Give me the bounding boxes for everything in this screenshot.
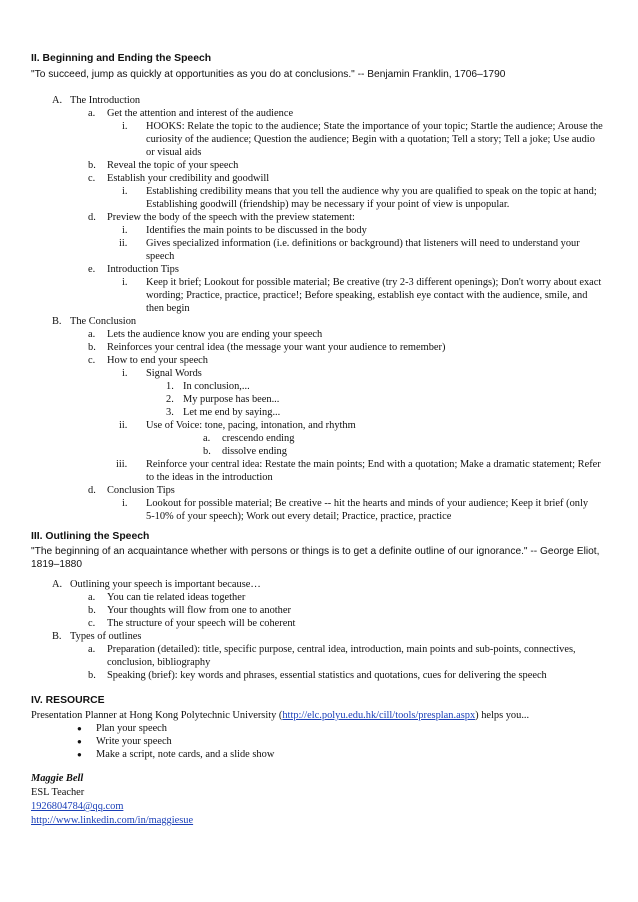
section-quote: "To succeed, jump as quickly at opportunities as you do at conclusions." -- Benjamin Franklin, 1706–1790	[31, 69, 506, 80]
list-item-line: conclusion, bibliography	[107, 657, 211, 668]
list-marker: B.	[52, 316, 62, 327]
section-heading: III. Outlining the Speech	[31, 531, 150, 542]
list-item: In conclusion,...	[183, 381, 250, 392]
list-marker: A.	[52, 95, 63, 106]
list-marker: i.	[122, 368, 128, 379]
list-item-line: speech	[146, 251, 175, 262]
list-marker: d.	[88, 485, 96, 496]
list-item: The structure of your speech will be coherent	[107, 618, 296, 629]
resource-intro-text: Presentation Planner at Hong Kong Polytechnic University (	[31, 710, 283, 721]
list-marker: b.	[203, 446, 211, 457]
list-marker: a.	[88, 592, 96, 603]
bullet-item: Plan your speech	[96, 723, 167, 734]
list-marker: i.	[122, 121, 128, 132]
list-item-line: Preparation (detailed): title, specific purpose, central idea, introduction, main points and sub-points, connectives,	[107, 644, 576, 655]
list-item-line: Reinforce your central idea: Restate the main points; End with a quotation; Make a dramatic statement; Refer	[146, 459, 601, 470]
author-linkedin-link[interactable]: http://www.linkedin.com/in/maggiesue	[31, 815, 194, 826]
list-marker: 1.	[166, 381, 174, 392]
bullet-icon: ●	[77, 737, 82, 746]
list-item: Speaking (brief): key words and phrases, essential statistics and quotations, cues for delivering the speech	[107, 670, 547, 681]
list-item: Signal Words	[146, 368, 202, 379]
list-marker: b.	[88, 605, 96, 616]
bullet-icon: ●	[77, 724, 82, 733]
list-item: Use of Voice: tone, pacing, intonation, and rhythm	[146, 420, 356, 431]
author-title: ESL Teacher	[31, 787, 85, 798]
list-item: The Conclusion	[70, 316, 137, 327]
list-marker: a.	[203, 433, 211, 444]
list-marker: a.	[88, 644, 96, 655]
list-marker: i.	[122, 277, 128, 288]
list-item: Reveal the topic of your speech	[107, 160, 239, 171]
list-item-line: Keep it brief; Lookout for possible material; Be creative (try 2-3 different openings); Don't worry about exact	[146, 277, 602, 288]
list-marker: c.	[88, 618, 96, 629]
list-marker: iii.	[116, 459, 128, 470]
resource-intro-text: ) helps you...	[475, 710, 530, 721]
list-marker: b.	[88, 342, 96, 353]
list-marker: d.	[88, 212, 96, 223]
resource-intro	[31, 709, 529, 723]
list-item: My purpose has been...	[183, 394, 280, 405]
list-marker: ii.	[119, 238, 128, 249]
list-item-line: or visual aids	[146, 147, 202, 158]
list-marker: ii.	[119, 420, 128, 431]
list-marker: A.	[52, 579, 63, 590]
list-item: Your thoughts will flow from one to another	[107, 605, 291, 616]
list-item: Introduction Tips	[107, 264, 179, 275]
list-item: Establish your credibility and goodwill	[107, 173, 270, 184]
author-email-link[interactable]: 1926804784@qq.com	[31, 801, 124, 812]
list-marker: b.	[88, 160, 96, 171]
list-item-line: then begin	[146, 303, 190, 314]
list-item: Conclusion Tips	[107, 485, 175, 496]
list-marker: b.	[88, 670, 96, 681]
list-item: Reinforces your central idea (the message your want your audience to remember)	[107, 342, 446, 353]
section-quote: 1819–1880	[31, 559, 82, 570]
list-item-line: Lookout for possible material; Be creative -- hit the hearts and minds of your audience; Keep it brief (only	[146, 498, 589, 509]
list-item: Outlining your speech is important because…	[70, 579, 261, 590]
author-name: Maggie Bell	[31, 773, 84, 784]
list-item-line: curiosity of the audience; Question the audience; Begin with a quotation; Tell a story; Tell a joke; Use audio	[146, 134, 595, 145]
section-heading: IV. RESOURCE	[31, 695, 105, 706]
list-item: How to end your speech	[107, 355, 208, 366]
list-item: crescendo ending	[222, 433, 295, 444]
list-marker: e.	[88, 264, 96, 275]
list-marker: i.	[122, 498, 128, 509]
list-item: dissolve ending	[222, 446, 287, 457]
list-marker: a.	[88, 329, 96, 340]
list-item: The Introduction	[70, 95, 141, 106]
list-marker: i.	[122, 225, 128, 236]
bullet-item: Write your speech	[96, 736, 172, 747]
section-heading: II. Beginning and Ending the Speech	[31, 53, 212, 64]
list-item: Identifies the main points to be discussed in the body	[146, 225, 367, 236]
list-marker: i.	[122, 186, 128, 197]
list-item-line: 5-10% of your speech); Work out every detail; Practice, practice, practice	[146, 511, 452, 522]
list-marker: 2.	[166, 394, 174, 405]
list-item-line: Establishing goodwill (friendship) may be necessary if your point of view is unpopular.	[146, 199, 510, 210]
list-item: Lets the audience know you are ending your speech	[107, 329, 323, 340]
list-marker: 3.	[166, 407, 174, 418]
list-item-line: to the ideas in the introduction	[146, 472, 273, 483]
list-item: Types of outlines	[70, 631, 142, 642]
list-item: Preview the body of the speech with the preview statement:	[107, 212, 355, 223]
list-item-line: wording; Practice, practice, practice!; Before speaking, establish eye contact with the audience, smile, and	[146, 290, 588, 301]
list-item-line: Gives specialized information (i.e. definitions or background) that listeners will need to understand your	[146, 238, 580, 249]
bullet-item: Make a script, note cards, and a slide show	[96, 749, 275, 760]
list-item: Let me end by saying...	[183, 407, 281, 418]
presentation-planner-link[interactable]: http://elc.polyu.edu.hk/cill/tools/presplan.aspx	[282, 710, 476, 721]
bullet-icon: ●	[77, 750, 82, 759]
list-item: You can tie related ideas together	[107, 592, 246, 603]
list-marker: B.	[52, 631, 62, 642]
list-item-line: HOOKS: Relate the topic to the audience; State the importance of your topic; Startle the audience; Arouse the	[146, 121, 603, 132]
list-marker: c.	[88, 355, 96, 366]
list-marker: c.	[88, 173, 96, 184]
section-quote: "The beginning of an acquaintance whether with persons or things is to get a definite outline of our ignorance." -- George Eliot,	[31, 546, 600, 557]
list-item-line: Establishing credibility means that you tell the audience why you are qualified to speak on the topic at hand;	[146, 186, 597, 197]
list-marker: a.	[88, 108, 96, 119]
list-item: Get the attention and interest of the audience	[107, 108, 294, 119]
